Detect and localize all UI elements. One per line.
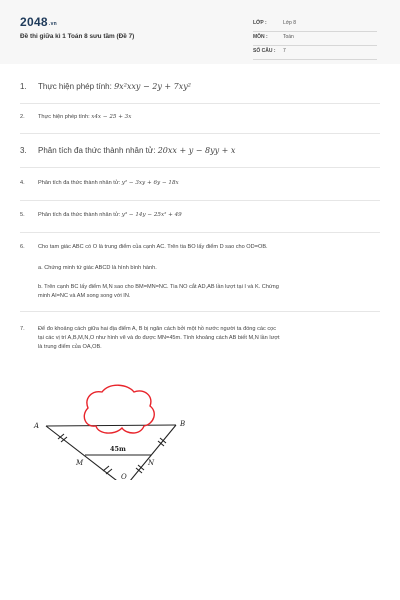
meta-value: Lớp 8 [283, 20, 297, 26]
label-a: A [34, 422, 40, 430]
divider [20, 133, 380, 134]
document-title: Đề thi giữa kì 1 Toán 8 sưu tầm (Đề 7) [20, 33, 135, 40]
document-header [0, 0, 400, 64]
math-expression: y² − 3xy + 6y − 18x [121, 180, 179, 186]
question-number: 2. [20, 114, 25, 120]
question-number: 3. [20, 146, 27, 155]
question-7-line: tại các vị trí A,B,M,N,O như hình vẽ và đo được MN=45m. Tính khoảng cách AB biết M,N lần lượt [38, 335, 280, 341]
divider [20, 232, 380, 233]
question-6-part-a: a. Chứng minh tứ giác ABCD là hình bình hành. [38, 265, 157, 271]
question-number: 1. [20, 82, 27, 91]
meta-value: 7 [283, 48, 286, 54]
site-logo[interactable] [20, 15, 57, 29]
tick-mark [103, 466, 109, 471]
meta-value: Toán [283, 34, 294, 40]
meta-subject [253, 31, 377, 46]
question-text: Cho tam giác ABC có O là trung điểm của cạnh AC. Trên tia BO lấy điểm D sao cho OD=OB. [38, 244, 268, 250]
question-number: 5. [20, 212, 25, 218]
tick-mark [106, 469, 112, 474]
divider [20, 103, 380, 104]
meta-question-count [253, 45, 377, 60]
label-b: B [180, 420, 186, 428]
question-text: Phân tích đa thức thành nhân tử: [38, 146, 156, 155]
question-number: 6. [20, 244, 25, 250]
question-text: Thực hiện phép tính: [38, 82, 112, 91]
divider [20, 311, 380, 312]
question-number: 7. [20, 326, 25, 332]
geometry-figure [30, 370, 200, 480]
question-7-line: Để đo khoảng cách giữa hai địa điểm A, B bị ngăn cách bởi một hồ nước người ta đóng các cọc [38, 326, 277, 332]
question-number: 4. [20, 180, 25, 186]
question-text: Thực hiện phép tính: [38, 114, 90, 120]
math-expression: 20xx + y − 8yy + x [157, 146, 236, 155]
math-expression: y³ − 14y − 25x² + 49 [121, 212, 182, 218]
question-text: Phân tích đa thức thành nhân tử: [38, 180, 121, 186]
meta-class [253, 17, 377, 32]
question-text: Phân tích đa thức thành nhân tử: [38, 212, 121, 218]
segment-ab [46, 425, 176, 426]
logo-tld: .vn [48, 21, 58, 27]
question-6-part-b-cont: minh AI=NC và AM song song với IN. [38, 293, 131, 299]
meta-key: SỐ CÂU : [253, 48, 276, 54]
meta-key: LỚP : [253, 20, 267, 26]
measure-label: 45m [110, 445, 126, 453]
label-o: O [121, 473, 127, 480]
label-n: N [148, 459, 155, 467]
label-m: M [76, 459, 84, 467]
meta-key: MÔN : [253, 34, 268, 40]
question-7-line: là trung điểm của OA,OB. [38, 344, 102, 350]
math-expression: 9x²xxy − 2y + 7xy² [114, 82, 191, 91]
math-expression: x4x − 25 + 3x [91, 114, 132, 120]
segment-ao [46, 426, 125, 480]
divider [20, 200, 380, 201]
logo-number: 2048 [20, 15, 48, 29]
divider [20, 167, 380, 168]
question-6-part-b: b. Trên cạnh BC lấy điểm M,N sao cho BM=MN=NC. Tia NO cắt AD,AB lần lượt tại I và K. Chứng [38, 284, 279, 290]
